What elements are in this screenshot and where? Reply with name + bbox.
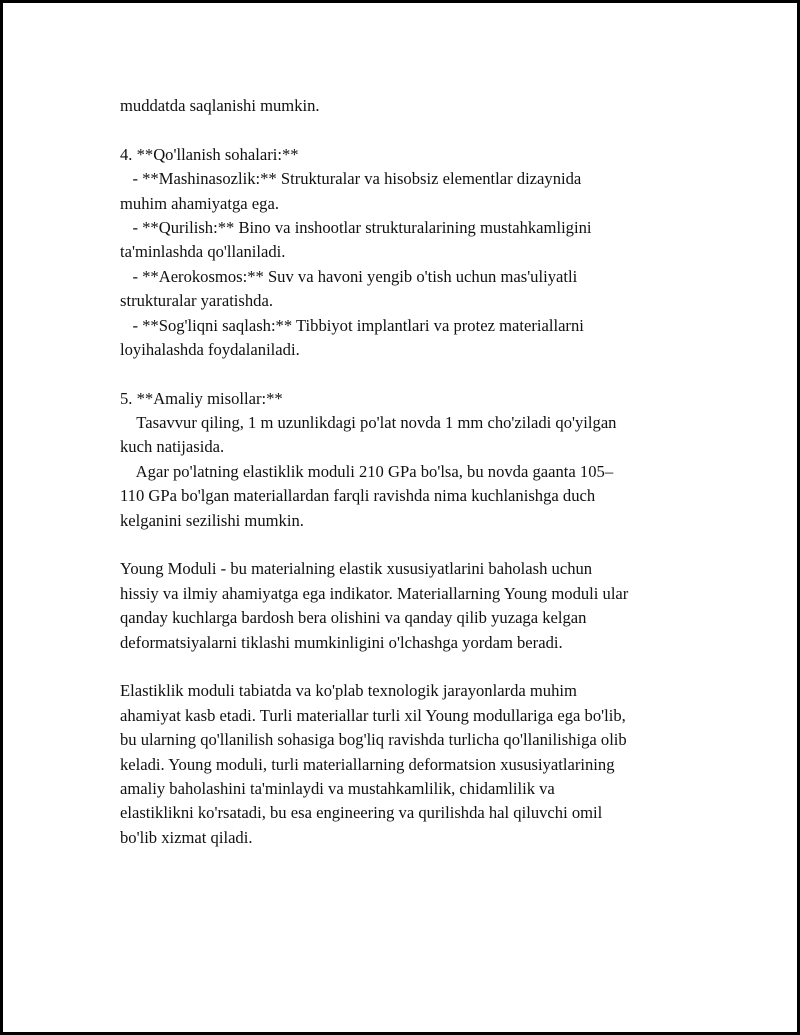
text-line: loyihalashda foydalaniladi. — [120, 339, 300, 359]
section-heading: 4. **Qo'llanish sohalari:** — [120, 144, 299, 164]
text-line: - **Sog'liqni saqlash:** Tibbiyot implantlari va protez materiallarni — [120, 315, 584, 335]
paragraph-gap — [120, 118, 700, 142]
text-line: qanday kuchlarga bardosh bera olishini va qanday qilib yuzaga kelgan — [120, 608, 587, 628]
text-line: Tasavvur qiling, 1 m uzunlikdagi po'lat novda 1 mm cho'ziladi qo'yilgan — [120, 413, 617, 433]
text-line: strukturalar yaratishda. — [120, 291, 273, 311]
text-line: kelganini sezilishi mumkin. — [120, 510, 304, 530]
text-line: bu ularning qo'llanilish sohasiga bog'liq ravishda turlicha qo'llanilishiga olib — [120, 730, 627, 750]
text-line: bo'lib xizmat qiladi. — [120, 827, 253, 847]
text-line: amaliy baholashini ta'minlaydi va mustahkamlilik, chidamlilik va — [120, 778, 555, 798]
text-line: muddatda saqlanishi mumkin. — [120, 96, 320, 115]
paragraph-gap — [120, 655, 700, 679]
text-line: deformatsiyalarni tiklashi mumkinligini o'lchashga yordam beradi. — [120, 632, 563, 652]
text-line: elastiklikni ko'rsatadi, bu esa engineering va qurilishda hal qiluvchi omil — [120, 803, 603, 823]
section-heading: 5. **Amaliy misollar:** — [120, 388, 283, 408]
paragraph-gap — [120, 362, 700, 386]
text-line: keladi. Young moduli, turli materiallarning deformatsion xususiyatlarining — [120, 754, 615, 774]
document-body — [120, 94, 700, 850]
text-line: ahamiyat kasb etadi. Turli materiallar turli xil Young modullariga ega bo'lib, — [120, 705, 626, 725]
text-line: - **Qurilish:** Bino va inshootlar strukturalarining mustahkamligini — [120, 217, 592, 237]
text-line: Young Moduli - bu materialning elastik xususiyatlarini baholash uchun — [120, 559, 593, 579]
text-line: - **Mashinasozlik:** Strukturalar va hisobsiz elementlar dizaynida — [120, 169, 582, 189]
text-line: kuch natijasida. — [120, 437, 225, 457]
text-line: hissiy va ilmiy ahamiyatga ega indikator. Materiallarning Young moduli ular — [120, 583, 629, 603]
text-line: Elastiklik moduli tabiatda va ko'plab texnologik jarayonlarda muhim — [120, 681, 577, 701]
paragraph-gap — [120, 533, 700, 557]
text-line: muhim ahamiyatga ega. — [120, 193, 279, 213]
text-line: - **Aerokosmos:** Suv va havoni yengib o'tish uchun mas'uliyatli — [120, 266, 578, 286]
text-line: ta'minlashda qo'llaniladi. — [120, 242, 286, 262]
text-line: 110 GPa bo'lgan materiallardan farqli ravishda nima kuchlanishga duch — [120, 486, 596, 506]
text-line: Agar po'latning elastiklik moduli 210 GPa bo'lsa, bu novda gaanta 105– — [120, 461, 614, 481]
